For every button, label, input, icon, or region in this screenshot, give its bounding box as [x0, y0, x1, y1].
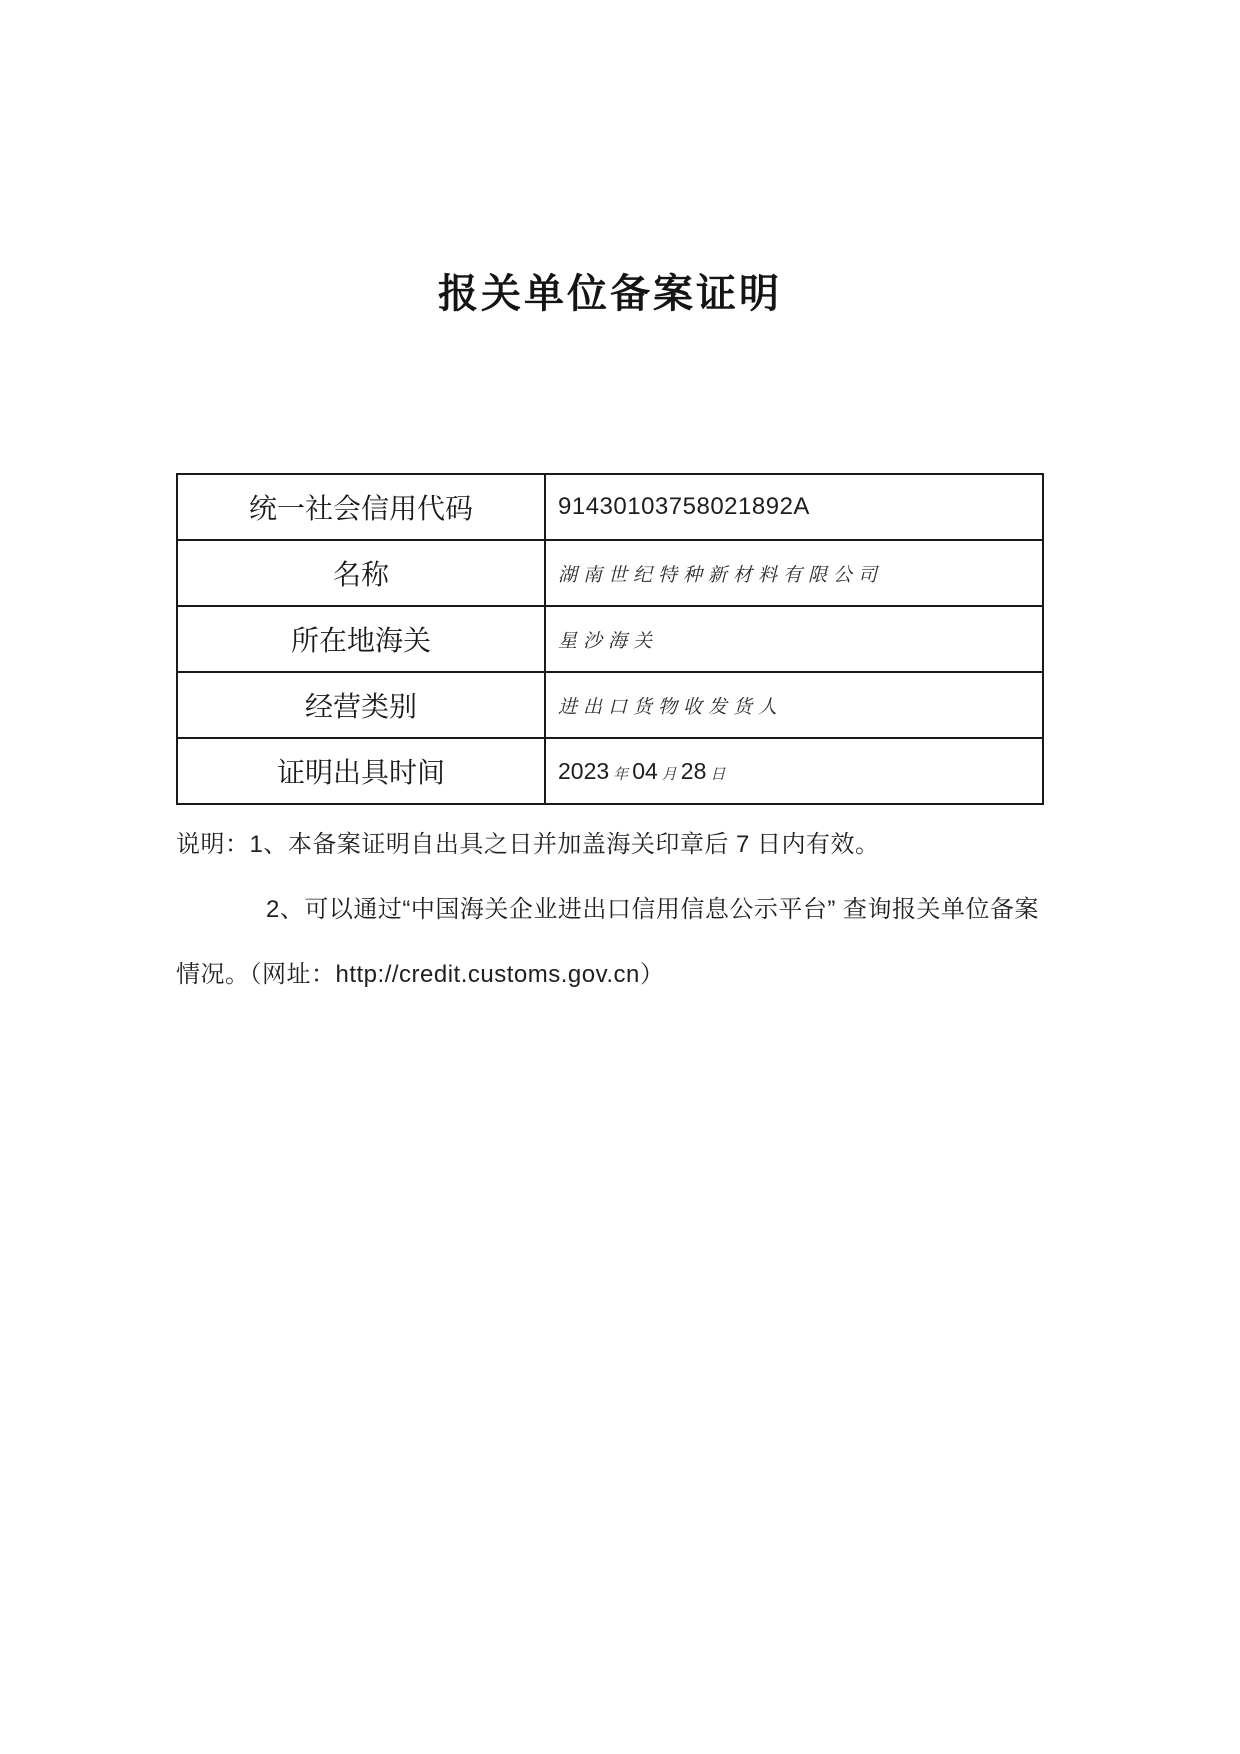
issue-date-value	[545, 738, 1043, 804]
table-row-credit-code	[177, 474, 1043, 540]
customs-office-value: 星沙海关	[558, 629, 659, 652]
issue-date-year-unit: 年	[613, 764, 629, 783]
credit-code-value: 91430103758021892A	[558, 493, 810, 520]
issue-date-month: 04	[632, 757, 658, 784]
company-name-value: 湖南世纪特种新材料有限公司	[558, 563, 884, 586]
credit-code-label: 统一社会信用代码	[177, 474, 545, 540]
note-query-platform: 2、可以通过“中国海关企业进出口信用信息公示平台” 查询报关单位备案	[266, 896, 1039, 923]
document-title: 报关单位备案证明	[438, 272, 782, 316]
table-row-customs-office	[177, 606, 1043, 672]
issue-date-month-unit: 月	[661, 764, 677, 783]
filing-table	[176, 473, 1044, 805]
table-row-business-category	[177, 672, 1043, 738]
note-validity: 说明：1、本备案证明自出具之日并加盖海关印章后 7 日内有效。	[176, 831, 880, 858]
issue-date-label: 证明出具时间	[177, 738, 545, 804]
issue-date-day-unit: 日	[710, 764, 726, 783]
note-query-url: 情况。（网址：http://credit.customs.gov.cn）	[176, 961, 665, 988]
customs-office-label: 所在地海关	[177, 606, 545, 672]
business-category-value: 进出口货物收发货人	[558, 695, 784, 718]
table-row-company-name	[177, 540, 1043, 606]
issue-date-year: 2023	[558, 757, 610, 784]
issue-date-day: 28	[680, 757, 707, 784]
business-category-label: 经营类别	[177, 672, 545, 738]
table-row-issue-date	[177, 738, 1043, 804]
company-name-label: 名称	[177, 540, 545, 606]
